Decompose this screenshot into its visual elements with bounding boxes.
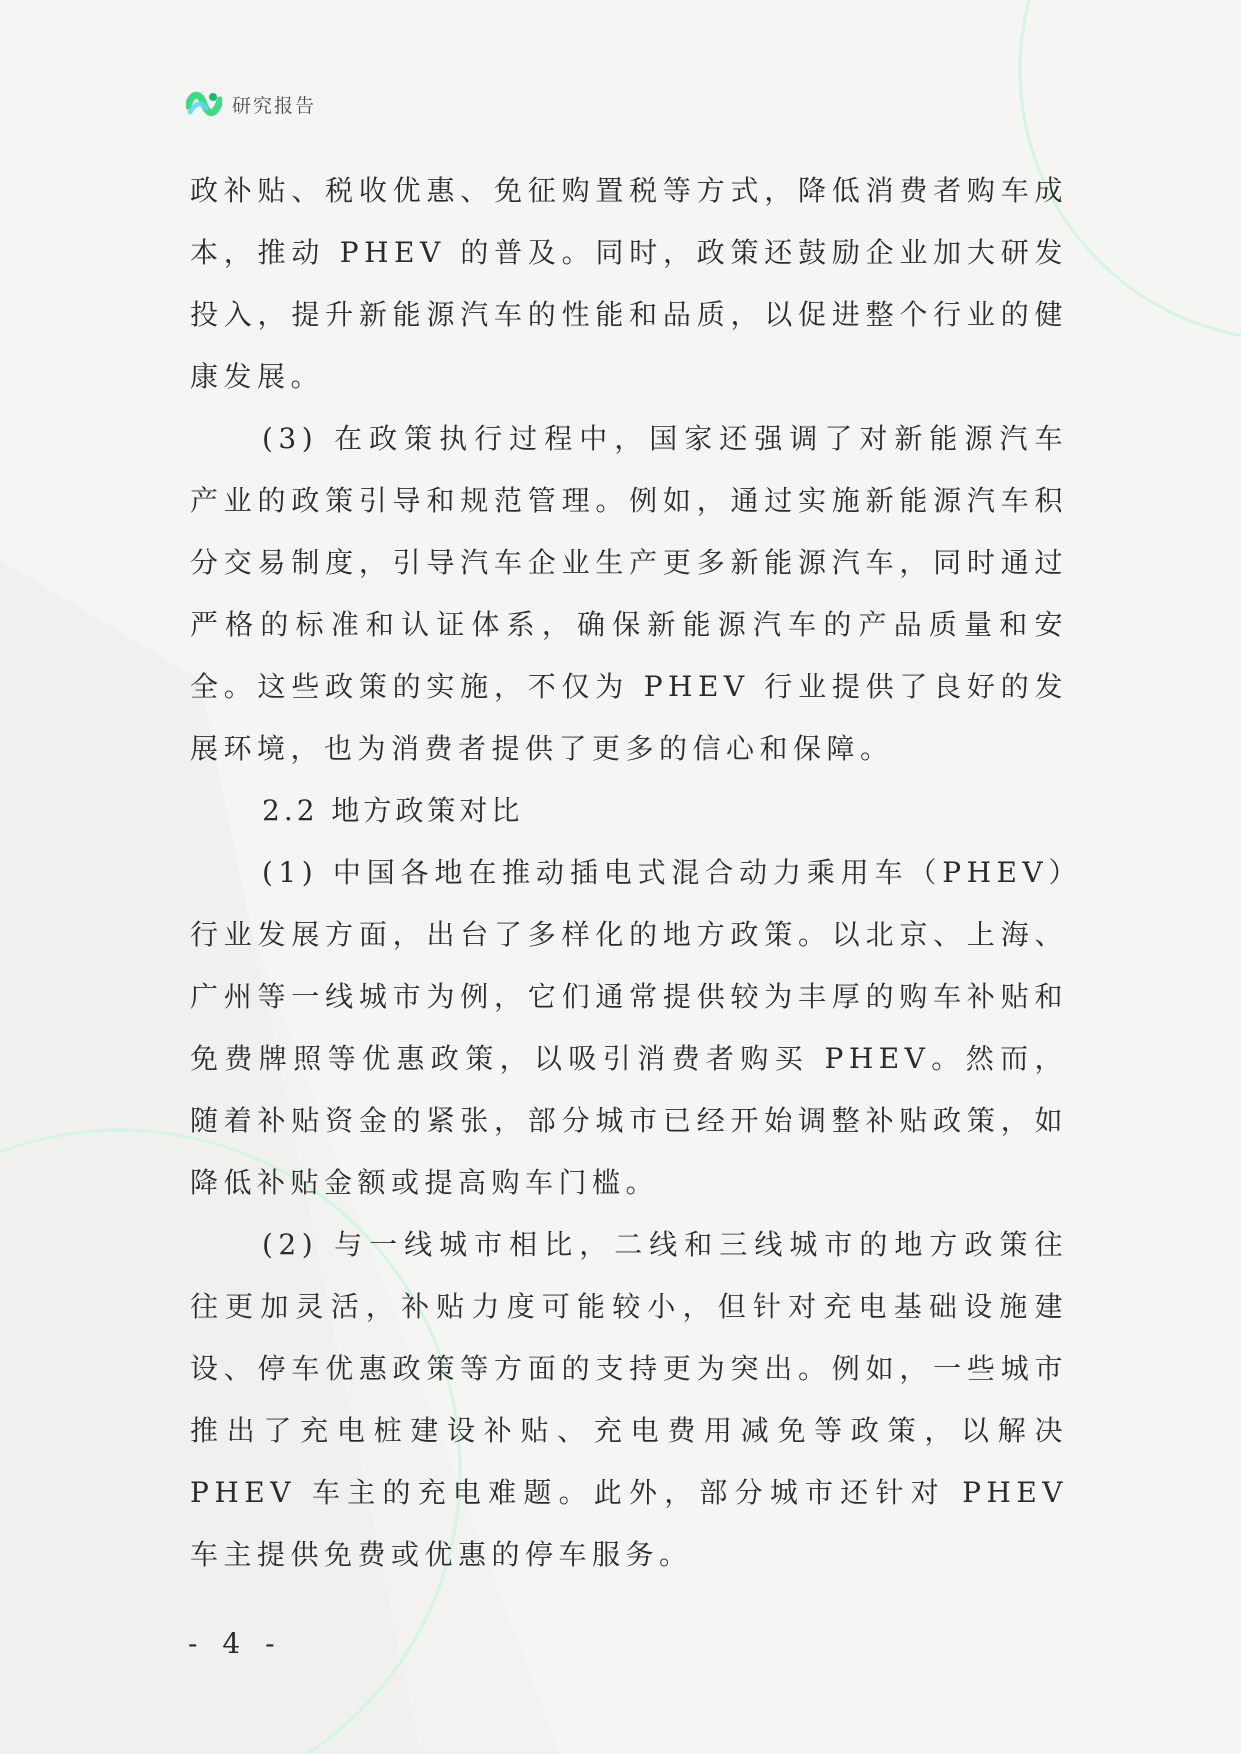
header-title: 研究报告	[232, 94, 317, 117]
body-paragraph: (3) 在政策执行过程中，国家还强调了对新能源汽车产业的政策引导和规范管理。例如，通过实施新能源汽车积分交易制度，引导汽车企业生产更多新能源汽车，同时通过严格的标准和认证体系，确保新能源汽车的产品质量和安全。这些政策的实施，不仅为 PHEV 行业提供了良好的发展环境，也为消费者提供了更多的信心和保障。	[190, 422, 1068, 765]
brand-logo-icon	[186, 88, 222, 120]
page-header	[186, 88, 316, 120]
section-heading: 2.2 地方政策对比	[262, 794, 524, 827]
body-paragraph: (2) 与一线城市相比，二线和三线城市的地方政策往往更加灵活，补贴力度可能较小，但针对充电基础设施建设、停车优惠政策等方面的支持更为突出。例如，一些城市推出了充电桩建设补贴、充电费用减免等政策，以解决 PHEV 车主的充电难题。此外，部分城市还针对 PHEV 车主提供免费或优惠的停车服务。	[190, 1228, 1068, 1571]
page-number: - 4 -	[188, 1627, 283, 1660]
article-body	[190, 160, 1068, 1586]
body-paragraph: 政补贴、税收优惠、免征购置税等方式，降低消费者购车成本，推动 PHEV 的普及。同时，政策还鼓励企业加大研发投入，提升新能源汽车的性能和品质，以促进整个行业的健康发展。	[190, 174, 1068, 393]
body-paragraph: (1) 中国各地在推动插电式混合动力乘用车（PHEV）行业发展方面，出台了多样化的地方政策。以北京、上海、广州等一线城市为例，它们通常提供较为丰厚的购车补贴和免费牌照等优惠政策，以吸引消费者购买 PHEV。然而，随着补贴资金的紧张，部分城市已经开始调整补贴政策，如降低补贴金额或提高购车门槛。	[190, 856, 1068, 1199]
